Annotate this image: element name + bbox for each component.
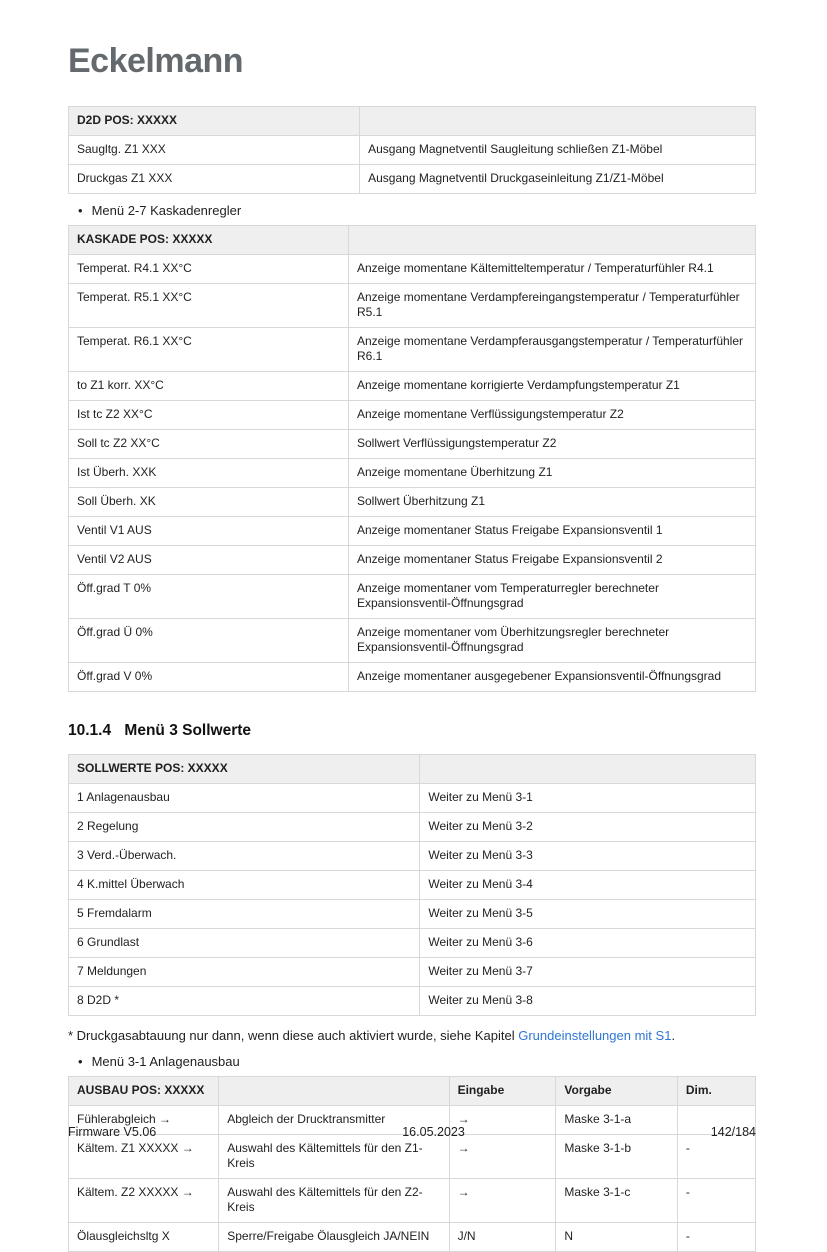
table-row [69, 284, 756, 328]
table-cell: 4 K.mittel Überwach [69, 871, 420, 900]
table-row [69, 430, 756, 459]
footer-page-number: 142/184 [710, 1125, 756, 1139]
column-header: Dim. [677, 1076, 755, 1105]
eckelmann-logo: Eckelmann [68, 42, 244, 80]
page-footer [68, 1125, 756, 1139]
table-cell: Druckgas Z1 XXX [69, 165, 360, 194]
sollwerte-table [68, 754, 756, 1016]
table-cell: Soll Überh. XK [69, 488, 349, 517]
table-cell: Öff.grad V 0% [69, 663, 349, 692]
table-cell: Ist Überh. XXK [69, 459, 349, 488]
table-cell: Weiter zu Menü 3-4 [420, 871, 756, 900]
table-cell: Maske 3-1-a [556, 1105, 678, 1134]
column-header: Eingabe [449, 1076, 556, 1105]
table-cell: Weiter zu Menü 3-6 [420, 929, 756, 958]
table-cell: - [677, 1134, 755, 1178]
table-cell: Ist tc Z2 XX°C [69, 401, 349, 430]
table-cell: - [677, 1222, 755, 1251]
table-row [69, 784, 756, 813]
table-row [69, 136, 756, 165]
column-header [349, 226, 756, 255]
table-cell: Anzeige momentaner vom Überhitzungsregler berechneter Expansionsventil-Öffnungsgrad [349, 619, 756, 663]
table-cell: → [449, 1105, 556, 1134]
table-row [69, 459, 756, 488]
table-cell: 2 Regelung [69, 813, 420, 842]
table-row [69, 842, 756, 871]
column-header [219, 1076, 449, 1105]
column-header [360, 107, 756, 136]
table-cell: 5 Fremdalarm [69, 900, 420, 929]
table-cell: Anzeige momentane korrigierte Verdampfungstemperatur Z1 [349, 372, 756, 401]
table-cell: Öff.grad Ü 0% [69, 619, 349, 663]
table-header-row [69, 755, 756, 784]
table-row [69, 929, 756, 958]
table-cell: Fühlerabgleich → [69, 1105, 219, 1134]
table-cell: Auswahl des Kältemittels für den Z1-Kreis [219, 1134, 449, 1178]
footer-date: 16.05.2023 [402, 1125, 465, 1139]
table-header-row [69, 226, 756, 255]
table-row [69, 328, 756, 372]
table-cell: - [677, 1178, 755, 1222]
table-cell: Öff.grad T 0% [69, 575, 349, 619]
table-cell: Kältem. Z2 XXXXX → [69, 1178, 219, 1222]
column-header: KASKADE POS: XXXXX [69, 226, 349, 255]
section-heading [68, 722, 756, 740]
table-cell: Sollwert Verflüssigungstemperatur Z2 [349, 430, 756, 459]
table-cell: Anzeige momentaner Status Freigabe Expansionsventil 1 [349, 517, 756, 546]
table-cell: N [556, 1222, 678, 1251]
chapter-link[interactable]: Grundeinstellungen mit S1 [518, 1028, 672, 1043]
table-row [69, 575, 756, 619]
table-cell: Sollwert Überhitzung Z1 [349, 488, 756, 517]
footer-firmware: Firmware V5.06 [68, 1125, 157, 1139]
table-row [69, 871, 756, 900]
table-cell: Anzeige momentane Verflüssigungstemperatur Z2 [349, 401, 756, 430]
table-cell: J/N [449, 1222, 556, 1251]
table-cell: Soll tc Z2 XX°C [69, 430, 349, 459]
table-row [69, 619, 756, 663]
table-cell: Weiter zu Menü 3-5 [420, 900, 756, 929]
column-header: SOLLWERTE POS: XXXXX [69, 755, 420, 784]
table-cell: Temperat. R5.1 XX°C [69, 284, 349, 328]
table-cell: Anzeige momentaner vom Temperaturregler berechneter Expansionsventil-Öffnungsgrad [349, 575, 756, 619]
table-cell: Sperre/Freigabe Ölausgleich JA/NEIN [219, 1222, 449, 1251]
column-header: D2D POS: XXXXX [69, 107, 360, 136]
table-cell: Temperat. R6.1 XX°C [69, 328, 349, 372]
table-cell: Saugltg. Z1 XXX [69, 136, 360, 165]
table-row [69, 958, 756, 987]
table-cell: 1 Anlagenausbau [69, 784, 420, 813]
bullet-menu-3-1: • Menü 3-1 Anlagenausbau [68, 1054, 756, 1069]
table-cell: 8 D2D * [69, 987, 420, 1016]
table-row [69, 401, 756, 430]
table-cell: Ölausgleichsltg X [69, 1222, 219, 1251]
table-row [69, 1178, 756, 1222]
table-row [69, 813, 756, 842]
bullet-menu-2-7: • Menü 2-7 Kaskadenregler [68, 203, 756, 218]
kaskade-table [68, 225, 756, 692]
footnote-text: * Druckgasabtauung nur dann, wenn diese auch aktiviert wurde, siehe Kapitel [68, 1028, 519, 1043]
table-cell: Temperat. R4.1 XX°C [69, 255, 349, 284]
table-cell: Anzeige momentane Überhitzung Z1 [349, 459, 756, 488]
page-content [68, 0, 756, 1252]
table-cell: → [449, 1134, 556, 1178]
table-cell: Kältem. Z1 XXXXX → [69, 1134, 219, 1178]
footnote [68, 1027, 756, 1045]
table-cell: Weiter zu Menü 3-8 [420, 987, 756, 1016]
column-header: AUSBAU POS: XXXXX [69, 1076, 219, 1105]
table-header-row [69, 1076, 756, 1105]
table-row [69, 255, 756, 284]
table-cell: Ausgang Magnetventil Druckgaseinleitung Z1/Z1-Möbel [360, 165, 756, 194]
table-row [69, 488, 756, 517]
table-cell: Ventil V1 AUS [69, 517, 349, 546]
table-row [69, 517, 756, 546]
table-cell: Anzeige momentaner Status Freigabe Expansionsventil 2 [349, 546, 756, 575]
table-cell: Weiter zu Menü 3-3 [420, 842, 756, 871]
footnote-period: . [671, 1028, 676, 1043]
column-header: Vorgabe [556, 1076, 678, 1105]
table-cell: Anzeige momentane Kältemitteltemperatur / Temperaturfühler R4.1 [349, 255, 756, 284]
table-cell: Abgleich der Drucktransmitter [219, 1105, 449, 1134]
table-cell: Anzeige momentane Verdampfereingangstemperatur / Temperaturfühler R5.1 [349, 284, 756, 328]
table-cell: Ausgang Magnetventil Saugleitung schließen Z1-Möbel [360, 136, 756, 165]
table-row [69, 987, 756, 1016]
table-cell: Maske 3-1-b [556, 1134, 678, 1178]
table-cell: 7 Meldungen [69, 958, 420, 987]
table-cell: 6 Grundlast [69, 929, 420, 958]
table-row [69, 546, 756, 575]
column-header [420, 755, 756, 784]
section-title: Menü 3 Sollwerte [124, 722, 252, 739]
table-cell: Weiter zu Menü 3-1 [420, 784, 756, 813]
table-row [69, 1222, 756, 1251]
table-cell: Auswahl des Kältemittels für den Z2-Kreis [219, 1178, 449, 1222]
table-cell: Anzeige momentane Verdampferausgangstemperatur / Temperaturfühler R6.1 [349, 328, 756, 372]
table-cell: to Z1 korr. XX°C [69, 372, 349, 401]
table-cell: Anzeige momentaner ausgegebener Expansionsventil-Öffnungsgrad [349, 663, 756, 692]
table-cell: Weiter zu Menü 3-7 [420, 958, 756, 987]
table-row [69, 663, 756, 692]
table-row [69, 900, 756, 929]
table-header-row [69, 107, 756, 136]
section-number: 10.1.4 [68, 722, 112, 739]
table-cell: Weiter zu Menü 3-2 [420, 813, 756, 842]
table-row [69, 372, 756, 401]
table-row [69, 1134, 756, 1178]
table-row [69, 165, 756, 194]
table-cell: 3 Verd.-Überwach. [69, 842, 420, 871]
ausbau-table [68, 1076, 756, 1252]
table-cell: Ventil V2 AUS [69, 546, 349, 575]
table-cell: → [449, 1178, 556, 1222]
d2d-table [68, 106, 756, 194]
table-cell: Maske 3-1-c [556, 1178, 678, 1222]
